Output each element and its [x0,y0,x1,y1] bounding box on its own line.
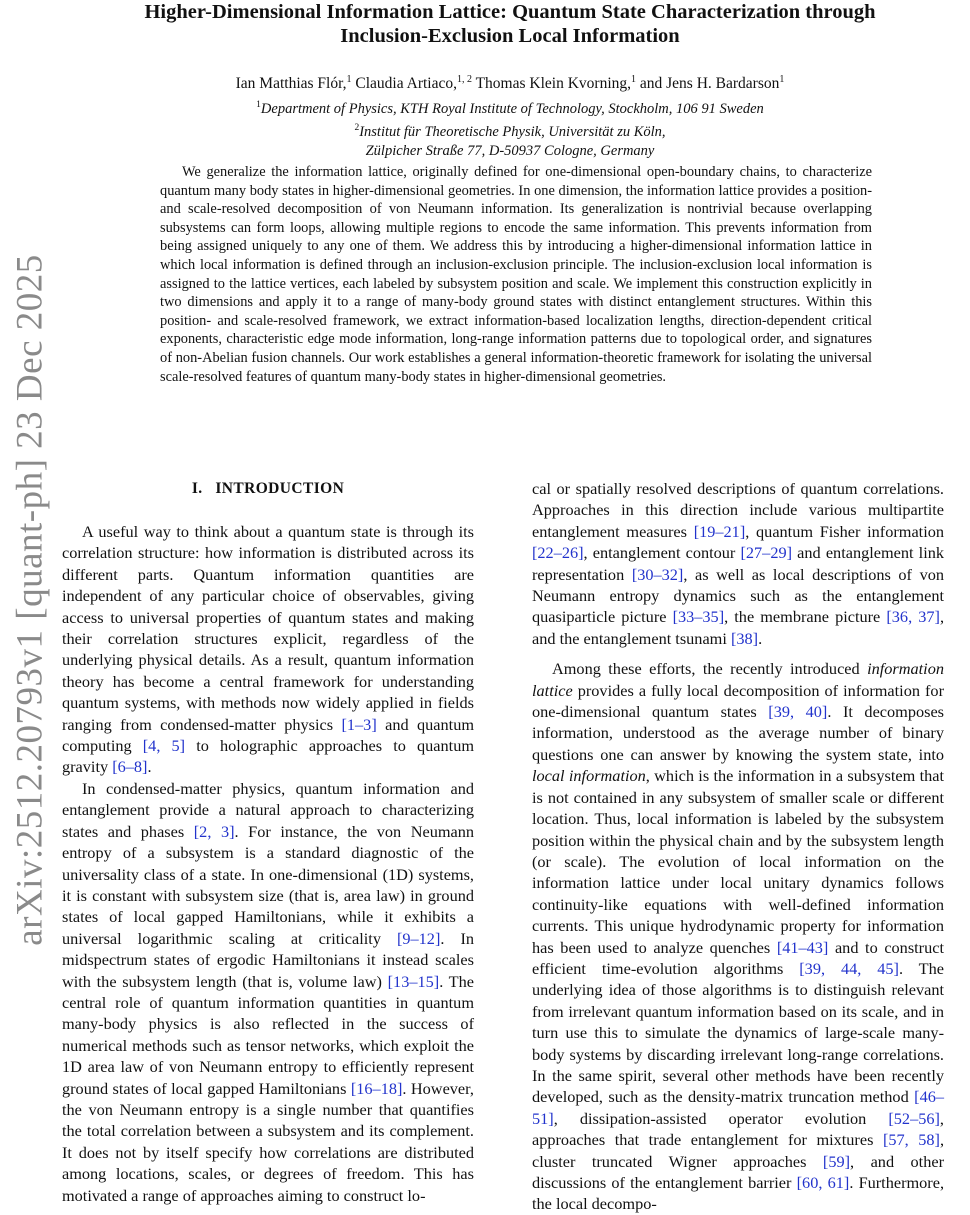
citation-link[interactable]: [2, 3] [193,821,235,841]
text-run: , the membrane picture [724,607,887,627]
section-number: I. [191,480,203,497]
author-name: Thomas Klein Kvorning, [475,75,632,93]
text-run: and entanglement link representation [532,543,944,584]
text-run: , and the entanglement tsunami [532,607,945,648]
citation-link[interactable]: [13–15] [387,971,440,991]
affil-text: Department of Physics, KTH Royal Institute of Technology, Stockholm, 106 91 Sweden [260,100,764,117]
author-list [60,70,960,94]
text-run: , and other discussions of the entanglement barrier [532,1151,944,1192]
arxiv-sidebar [0,0,52,1200]
text-run: . However, the von Neumann entropy is a single number that quantifies the total correlation between a subsystem and its complement. It does not by itself specify how correlations are distributed among locations, scales, or degrees of freedom. This has motivated a range of approaches aiming to construct lo- [62,1078,475,1205]
text-run: , quantum Fisher information [745,521,944,541]
citation-link[interactable]: [39, 44, 45] [799,958,899,978]
author-affil-mark: 1 [346,74,352,85]
text-run: , as well as local descriptions of von Neumann entropy dynamics such as the entanglement quasiparticle picture [532,564,944,627]
citation-link[interactable]: [60, 61] [796,1173,850,1192]
emphasis: information lattice [532,659,944,700]
text-run: , entanglement contour [583,543,741,563]
text-run: . Furthermore, the local decompo- [532,1173,945,1214]
citation-link[interactable]: [6–8] [112,757,148,777]
author-affil-mark: 1 [779,74,785,85]
citation-link[interactable]: [38] [730,628,759,648]
text-run: A useful way to think about a quantum state is through its correlation structure: how information is distributed across its different parts. Quantum information quantities are independent of any particular choice of observables, giving access to universal properties of quantum states and making their correlation structures explicit, regardless of the underlying physical details. As a result, quantum information theory has become a central framework for understanding quantum systems, with methods now widely applied in fields ranging from condensed-matter physics [62,522,474,734]
text-run: Among these efforts, the recently introduced [552,659,868,679]
left-column [62,478,475,1205]
citation-link[interactable]: [27–29] [740,543,793,563]
text-run: , approaches that trade entanglement for mixtures [532,1108,944,1150]
text-run: provides a fully local decomposition of information for one-dimensional quantum states [532,680,944,722]
paragraph [532,658,944,1215]
citation-link[interactable]: [57, 58] [882,1130,940,1150]
author-name: Claudia Artiaco, [355,75,457,93]
citation-link[interactable]: [36, 37] [886,607,940,627]
abstract: We generalize the information lattice, originally defined for one-dimensional open-boundary chains, to characterize quantum many body states in higher-dimensional geometries. In one dimension, the information lattice provides a position- and scale-resolved decomposition of von Neumann information. Its generalization is nontrivial because overlapping subsystems can form loops, allowing multiple regions to encode the same information. This prevents information from being assigned uniquely to any one of them. We address this by introducing a higher-dimensional information lattice in which local information is defined through an inclusion-exclusion principle. The inclusion-exclusion local information is assigned to the lattice vertices, each labeled by subsystem position and scale. We implement this construction explicitly in two dimensions and apply it to a range of many-body ground states with distinct entanglement structures. Within this position- and scale-resolved framework, we extract information-based localization lengths, direction-dependent critical exponents, characteristic edge mode information, long-range information patterns due to topological order, and signatures of non-Abelian fusion channels. Our work establishes a general information-theoretic framework for isolating the universal scale-resolved features of quantum many-body states in higher-dimensional geometries. [160,164,872,385]
text-run: . In midspectrum states of ergodic Hamiltonians it instead scales with the subsystem length (that is, volume law) [62,928,475,991]
affil-address: Zülpicher Straße 77, D-50937 Cologne, Germany [365,142,655,159]
title-line-1: Higher-Dimensional Information Lattice: Quantum State Characterization through [144,1,876,23]
author-name: and Jens H. Bardarson [639,75,780,93]
affil-number: 2 [354,122,360,133]
affil-text: Institut für Theoretische Physik, Universität zu Köln, [359,123,666,140]
paper-title [60,0,960,48]
text-run: cal or spatially resolved descriptions of quantum correlations. Approaches in this direction include various multipartite entanglement measures [532,479,944,541]
arxiv-stamp: arXiv:2512.20793v1 [quant-ph] 23 Dec 2025 [9,254,51,946]
author-affil-mark: 1, 2 [456,74,472,85]
text-run: to holographic approaches to quantum gravity [62,736,474,777]
paragraph [62,778,474,1206]
author-name: Ian Matthias Flór, [235,75,347,93]
text-run: . The central role of quantum information quantities in quantum many-body physics is also reflected in the success of numerical methods such as tensor networks, which exploit the 1D area law of von Neumann entropy to efficiently represent ground states of local gapped Hamiltonians [62,971,474,1098]
right-column [532,478,945,1214]
paper-header [60,0,960,161]
text-run: . [147,757,152,777]
text-run: and to construct efficient time-evolution algorithms [532,937,944,978]
citation-link[interactable]: [16–18] [350,1078,403,1098]
text-run: , dissipation-assisted operator evolution [553,1108,889,1128]
text-run: . The underlying idea of those algorithms is to distinguish relevant from irrelevant quantum information based on its scale, and in turn use this to simulate the dynamics of large-scale many-body systems by discarding irrelevant long-range correlations. In the same spirit, several other methods have been recently developed, such as the density-matrix truncation method [532,958,944,1107]
citation-link[interactable]: [46–51] [532,1087,944,1128]
paragraph [532,478,944,649]
affiliation-1 [60,96,960,119]
text-run: . For instance, the von Neumann entropy of a subsystem is a standard diagnostic of the universality class of a state. In one-dimensional (1D) systems, it is constant with subsystem size (that is, area law) in ground states of local gapped Hamiltonians, while it exhibits a universal logarithmic scaling at criticality [62,821,475,948]
citation-link[interactable]: [1–3] [341,714,377,734]
citation-link[interactable]: [33–35] [672,607,725,627]
text-run: and quantum computing [62,714,474,756]
text-run: , which is the information in a subsystem that is not contained in any subsystem of smaller scale or different location. Thus, local information is labeled by the subsystem position within the physical chain and by the subsystem length (or scale). The evolution of local information on the information lattice under local unitary dynamics follows continuity-like equations with well-defined information currents. This unique hydrodynamic property for information has been used to analyze quenches [532,766,945,957]
title-line-2: Inclusion-Exclusion Local Information [340,25,680,47]
citation-link[interactable]: [41–43] [776,937,829,957]
emphasis: local information [532,766,646,786]
text-run: . It decomposes information, understood as the average number of binary questions one can answer by knowing the system state, into [532,702,945,764]
citation-link[interactable]: [9–12] [396,928,441,948]
citation-link[interactable]: [19–21] [693,521,746,541]
citation-link[interactable]: [52–56] [888,1108,940,1128]
citation-link[interactable]: [4, 5] [142,736,186,756]
text-run: , cluster truncated Wigner approaches [532,1130,945,1171]
section-title: INTRODUCTION [215,480,345,497]
affiliation-2 [60,119,960,161]
affil-number: 1 [256,100,261,111]
citation-link[interactable]: [59] [822,1151,851,1171]
citation-link[interactable]: [39, 40] [768,702,828,722]
author-affil-mark: 1 [631,74,637,85]
section-heading [62,478,474,499]
citation-link[interactable]: [22–26] [532,543,584,563]
text-run: . [758,628,763,648]
text-run: In condensed-matter physics, quantum information and entanglement provide a natural approach to characterizing states and phases [62,778,474,841]
citation-link[interactable]: [30–32] [631,564,684,584]
paragraph [62,521,474,778]
